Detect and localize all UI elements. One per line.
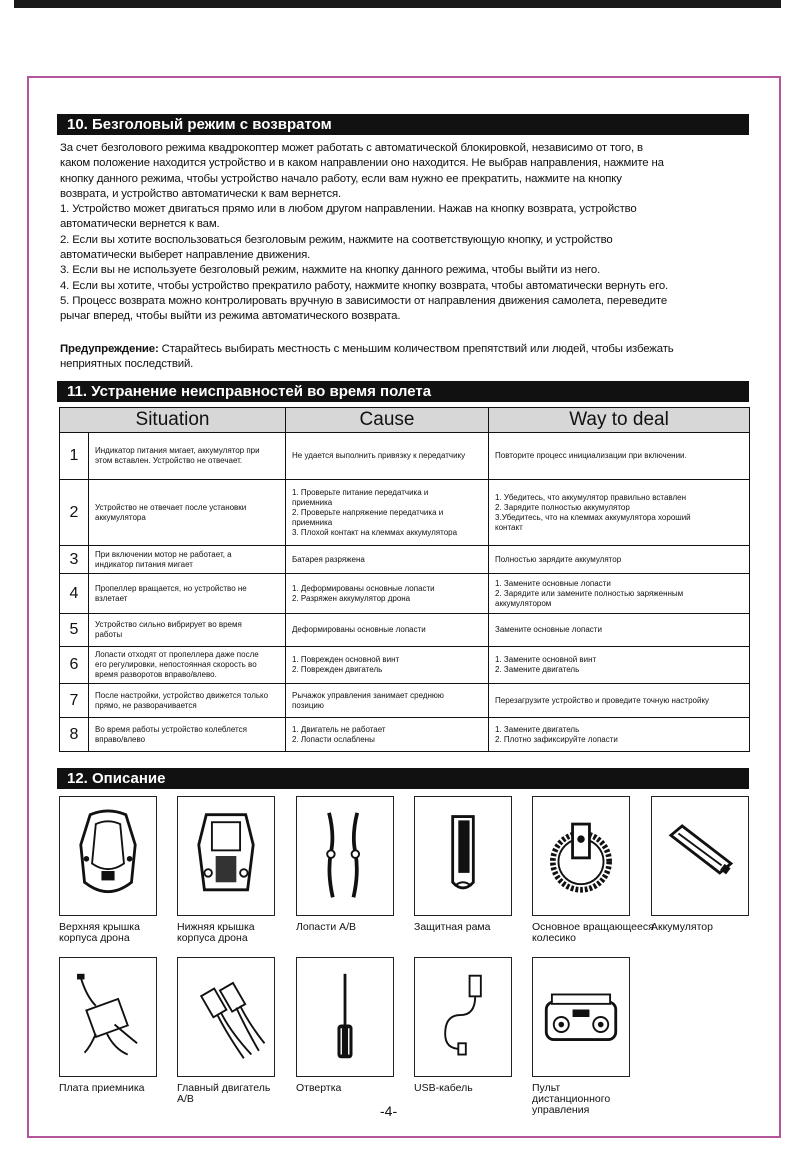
cell-line: 3. Плохой контакт на клеммах аккумулятора <box>292 527 458 537</box>
cell-line: 1. Замените основные лопасти <box>495 578 611 588</box>
caption-line: Аккумулятор <box>651 921 713 933</box>
text-line: 3. Если вы не используете безголовый режим, нажмите на кнопку данного режима, чтобы выйти из него. <box>60 264 601 277</box>
part-image-frame <box>296 796 394 916</box>
part-item <box>532 957 630 1116</box>
usb-cable-icon <box>417 965 509 1069</box>
part-image-frame <box>414 796 512 916</box>
cell-line: 2. Зарядите или замените полностью заряженным <box>495 588 684 598</box>
part-item <box>296 796 394 933</box>
text-line: 4. Если вы хотите, чтобы устройство прекратило работу, нажмите кнопку возврата, чтобы автоматически вернуть его. <box>60 279 669 292</box>
caption-line: дистанционного <box>532 1093 611 1105</box>
caption-line: Отвертка <box>296 1082 342 1094</box>
part-item <box>296 957 394 1094</box>
cell-line: 2. Лопасти ослаблены <box>292 734 375 744</box>
part-image-frame <box>414 957 512 1077</box>
cell-line: 1. Убедитесь, что аккумулятор правильно вставлен <box>495 492 686 502</box>
section-10-heading: 10. Безголовый режим с возвратом <box>57 114 749 135</box>
cell-line: 1. Двигатель не работает <box>292 724 386 734</box>
part-image-frame <box>532 957 630 1077</box>
cell-line: Батарея разряжена <box>292 554 365 564</box>
cell-line: Устройство не отвечает после установки <box>95 502 247 512</box>
part-image-frame <box>177 796 275 916</box>
text-line: 1. Устройство может двигаться прямо или в любом другом направлении. Нажав на кнопку возврата, устройство <box>60 203 637 216</box>
caption-line: Нижняя крышка <box>177 921 255 933</box>
part-caption <box>414 922 512 933</box>
header-situation: Situation <box>60 408 286 433</box>
cell-line: Замените основные лопасти <box>495 625 602 634</box>
part-item <box>59 957 157 1094</box>
drone-bottom-cover-icon <box>180 804 272 908</box>
warning-body-2: неприятных последствий. <box>60 358 194 371</box>
part-caption <box>177 922 275 944</box>
part-item <box>177 957 275 1105</box>
row-number: 8 <box>60 718 89 752</box>
main-gear-icon <box>535 804 627 908</box>
part-caption <box>296 922 394 933</box>
propellers-icon <box>299 804 391 908</box>
caption-line: Главный двигатель <box>177 1082 271 1094</box>
part-caption <box>59 922 157 944</box>
row-number: 5 <box>60 614 89 647</box>
cell-line: 2. Зарядите полностью аккумулятор <box>495 502 630 512</box>
text-line: 5. Процесс возврата можно контролировать вручную в зависимости от направления движения самолета, переведите <box>60 294 668 307</box>
part-item <box>414 957 512 1094</box>
part-item <box>177 796 275 944</box>
caption-line: Защитная рама <box>414 921 491 933</box>
cell-line: Пропеллер вращается, но устройство не <box>95 583 247 593</box>
part-item <box>414 796 512 933</box>
text-line: каком положение находится устройство и в каком направлении оно находится. Не выбрав направления, нажмите на <box>60 157 664 170</box>
cell-line: приемника <box>292 497 333 507</box>
cell-line: контакт <box>495 522 523 532</box>
header-cause: Cause <box>286 408 489 433</box>
header-way-to-deal: Way to deal <box>489 408 750 433</box>
row-number: 2 <box>60 480 89 546</box>
cell-line: Устройство сильно вибрирует во время <box>95 620 242 629</box>
cell-line: 2. Замените двигатель <box>495 665 580 674</box>
warning-label: Предупреждение: <box>60 343 159 355</box>
caption-line: колесико <box>532 932 576 944</box>
screwdriver-icon <box>299 965 391 1069</box>
text-line: автоматически выберет направление движения. <box>60 249 311 262</box>
cell-line: Повторите процесс инициализации при включении. <box>495 451 687 460</box>
cell-line: работы <box>95 630 123 639</box>
cell-line: 1. Проверьте питание передатчика и <box>292 487 429 497</box>
caption-line: управления <box>532 1104 590 1116</box>
part-caption <box>177 1083 275 1105</box>
cell-line: 1. Замените двигатель <box>495 724 580 734</box>
drone-top-cover-icon <box>62 804 154 908</box>
text-line: автоматически вернется к вам. <box>60 218 220 231</box>
cell-line: Деформированы основные лопасти <box>292 625 426 634</box>
battery-icon <box>654 804 746 908</box>
part-image-frame <box>59 796 157 916</box>
cell-line: аккумулятором <box>495 598 552 608</box>
caption-line: корпуса дрона <box>59 932 130 944</box>
cell-line: Индикатор питания мигает, аккумулятор при <box>95 446 260 455</box>
part-caption <box>414 1083 512 1094</box>
cell-line: После настройки, устройство движется только <box>95 690 269 700</box>
cell-line: 2. Плотно зафиксируйте лопасти <box>495 734 618 744</box>
row-number: 3 <box>60 546 89 574</box>
cell-line: индикатор питания мигает <box>95 559 193 569</box>
cell-line: 1. Поврежден основной винт <box>292 655 400 664</box>
part-item <box>59 796 157 944</box>
cell-line: взлетает <box>95 593 128 603</box>
cell-line: 1. Деформированы основные лопасти <box>292 583 435 593</box>
cell-line: 2. Разряжен аккумулятор дрона <box>292 593 411 603</box>
row-number: 6 <box>60 647 89 684</box>
cell-line: этом вставлен. Устройство не отвечает. <box>95 456 243 465</box>
cell-line: аккумулятора <box>95 512 146 522</box>
text-line: возврата, и устройство автоматически к вам вернется. <box>60 187 342 200</box>
caption-line: Верхняя крышка <box>59 921 140 933</box>
cell-line: Полностью зарядите аккумулятор <box>495 554 622 564</box>
caption-line: A/B <box>177 1093 194 1105</box>
part-item <box>532 796 654 944</box>
part-caption <box>532 922 654 944</box>
cell-line: 2. Проверьте напряжение передатчика и <box>292 507 444 517</box>
row-number: 4 <box>60 574 89 614</box>
caption-line: корпуса дрона <box>177 932 248 944</box>
cell-line: Рычажок управления занимает среднюю <box>292 690 444 700</box>
caption-line: Основное вращающееся <box>532 921 654 933</box>
section-11-heading: 11. Устранение неисправностей во время полета <box>57 381 749 402</box>
part-caption <box>296 1083 394 1094</box>
cell-line: прямо, не разворачивается <box>95 700 197 710</box>
main-motor-icon <box>180 965 272 1069</box>
caption-line: USB-кабель <box>414 1082 473 1094</box>
cell-line: 3.Убедитесь, что на клеммах аккумулятора хороший <box>495 512 691 522</box>
row-number: 7 <box>60 684 89 718</box>
text-line: За счет безголового режима квадрокоптер может работать с автоматической блокировкой, независимо от того, в <box>60 142 643 154</box>
cell-line: При включении мотор не работает, а <box>95 549 232 559</box>
cell-line: Перезагрузите устройство и проведите точную настройку <box>495 695 710 705</box>
cell-line: приемника <box>292 517 333 527</box>
part-image-frame <box>296 957 394 1077</box>
part-item <box>651 796 749 933</box>
protective-frame-icon <box>417 804 509 908</box>
part-image-frame <box>59 957 157 1077</box>
caption-line: Пульт <box>532 1082 561 1094</box>
text-line: кнопку данного режима, чтобы устройство начало работу, если вам нужно ее прекратить, нажмите на кнопку <box>60 172 622 185</box>
cell-line: 1. Замените основной винт <box>495 655 597 664</box>
cell-line: Лопасти отходят от пропеллера даже после <box>95 650 259 659</box>
part-caption <box>532 1083 630 1116</box>
cell-line: время разворотов вправо/влево. <box>95 670 217 679</box>
text-line: рычаг вперед, чтобы выйти из режима автоматического возврата. <box>60 310 401 323</box>
remote-control-icon <box>535 965 627 1069</box>
cell-line: его регулировки, непостоянная скорость во <box>95 660 257 669</box>
row-number: 1 <box>60 433 89 480</box>
section-12-heading: 12. Описание <box>57 768 749 789</box>
part-image-frame <box>177 957 275 1077</box>
part-image-frame <box>532 796 630 916</box>
cell-line: 2. Поврежден двигатель <box>292 665 383 674</box>
cell-line: позицию <box>292 700 324 710</box>
part-image-frame <box>651 796 749 916</box>
text-line: 2. Если вы хотите воспользоваться безголовым режим, нажмите на соответствующую кнопку, и устройство <box>60 233 613 246</box>
cell-line: вправо/влево <box>95 734 146 744</box>
cell-line: Не удается выполнить привязку к передатчику <box>292 451 466 460</box>
part-caption <box>59 1083 157 1094</box>
caption-line: Лопасти A/B <box>296 921 357 933</box>
part-caption <box>651 922 749 933</box>
cell-line: Во время работы устройство колеблется <box>95 724 247 734</box>
warning-body: Старайтесь выбирать местность с меньшим количеством препятствий или людей, чтобы избежать <box>158 343 674 355</box>
receiver-board-icon <box>62 965 154 1069</box>
page-number: -4- <box>380 1103 398 1119</box>
caption-line: Плата приемника <box>59 1082 145 1094</box>
